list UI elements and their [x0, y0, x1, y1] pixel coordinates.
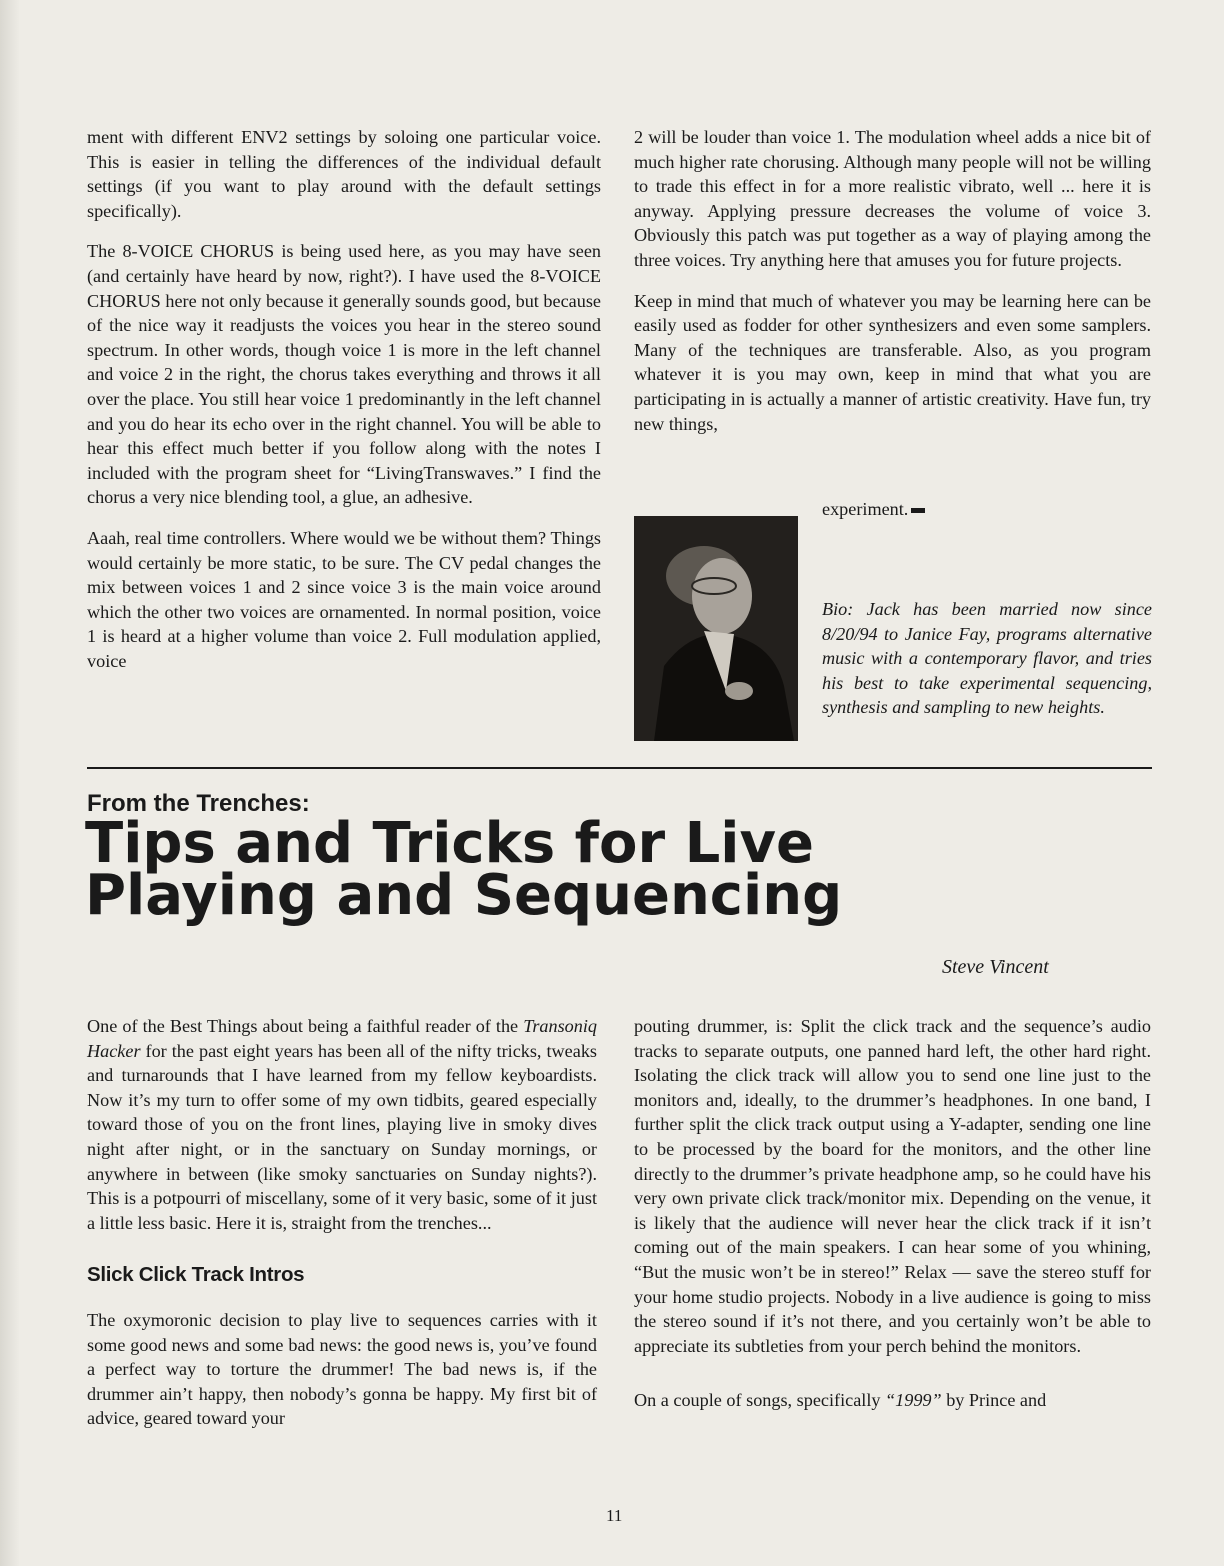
paragraph	[634, 1388, 1151, 1413]
paragraph: The 8-VOICE CHORUS is being used here, as you may have seen (and certainly have heard by now, right?). I have used the 8-VOICE CHORUS here not only because it generally sounds good, but because of the nice way it readjusts the voices you hear in the stereo sound spectrum. In other words, though voice 1 is more in the left channel and voice 2 in the right, the chorus takes everything and throws it all over the place. You still hear voice 1 predominantly in the left channel and you do hear its echo over in the right channel. You will be able to hear this effect much better if you follow along with the notes I included with the program sheet for “LivingTranswaves.” I find the chorus a very nice blending tool, a glue, an adhesive.	[87, 241, 601, 508]
text-run: for the past eight years has been all of the nifty tricks, tweaks and turnarounds that I have learned from my fellow keyboardists. Now it’s my turn to offer some of my own tidbits, geared especially toward those of you on the front lines, playing live in smoky dives night after night, or in the sanctuary on Sunday mornings, or anywhere in between (like smoky sanctuaries on Sunday nights?). This is a potpourri of miscellany, some of it very basic, some of it just a little less basic. Here it is, straight from the trenches...	[87, 1040, 597, 1233]
song-title: “1999”	[885, 1390, 942, 1411]
article-title	[85, 811, 1165, 928]
page-edge-shadow	[0, 0, 20, 1566]
paragraph	[87, 1014, 597, 1235]
closing-line	[822, 499, 925, 520]
text-run: One of the Best Things about being a faithful reader of the	[87, 1016, 524, 1036]
title-line: Playing and Sequencing	[85, 863, 843, 928]
paragraph: The oxymoronic decision to play live to sequences carries with it some good news and some bad news: the good news is, you’ve found a perfect way to torture the drummer! The bad news is, if the drummer ain’t happy, then nobody’s gonna be happy. My first bit of advice, geared toward your	[87, 1309, 597, 1429]
section-subhead: Slick Click Track Intros	[87, 1263, 305, 1287]
publication-title: Transoniq Hacker	[87, 1016, 597, 1061]
author-bio: Bio: Jack has been married now since 8/20/94 to Janice Fay, programs alternative music with a contemporary flavor, and tries his best to take experimental sequencing, synthesis and sampling to new heights.	[822, 599, 1152, 718]
article-left-column	[87, 1014, 597, 1447]
paragraph: Keep in mind that much of whatever you may be learning here can be easily used as fodder for other synthesizers and even some samplers. Many of the techniques are transferable. Also, as you program whatever it is you may own, keep in mind that what you are participating in is actually a manner of artistic creativity. Have fun, try new things,	[634, 290, 1151, 434]
text-run: On a couple of songs, specifically	[634, 1390, 886, 1411]
closing-word: experiment.	[822, 499, 909, 519]
paragraph: pouting drummer, is: Split the click track and the sequence’s audio tracks to separate outputs, one panned hard left, the other hard right. Isolating the click track will allow you to send one line just to the monitors and, ideally, to the drummer’s headphones. In one band, I further split the click track output using a Y-adapter, sending one line to be processed by the board for the monitors, and the other line directly to the drummer’s private headphone amp, so he could have his very own private click track/monitor mix. Depending on the venue, it is likely that the audience will never hear the click track if it isn’t coming out of the main speakers. I can hear some of you whining, “But the music won’t be in stereo!” Relax — save the stereo stuff for your home studio projects. Nobody in a live audience is going to miss the stereo sound if it’s not there, and you certainly won’t be able to appreciate its subtleties from your perch behind the monitors.	[634, 1016, 1151, 1356]
upper-left-column	[87, 125, 601, 689]
paragraph: Aaah, real time controllers. Where would we be without them? Things would certainly be more static, to be sure. The CV pedal changes the mix between voices 1 and 2 since voice 3 is the main voice around which the other two voices are ornamented. In normal position, voice 1 is heard at a higher volume than voice 2. Full modulation applied, voice	[87, 527, 601, 671]
title-line: Tips and Tricks for Live	[85, 811, 814, 876]
page-number: 11	[606, 1506, 623, 1525]
text-run: by Prince and	[941, 1390, 1047, 1411]
paragraph: ment with different ENV2 settings by soloing one particular voice. This is easier in telling the differences of the individual default settings (if you want to play around with the default settings specifically).	[87, 127, 601, 221]
author-photo-illustration	[634, 516, 798, 741]
byline: Steve Vincent	[942, 956, 1049, 978]
author-photo	[634, 516, 798, 741]
article-right-column	[634, 1014, 1151, 1429]
article-kicker: From the Trenches:	[87, 790, 310, 817]
upper-right-column	[634, 125, 1151, 452]
paragraph: 2 will be louder than voice 1. The modulation wheel adds a nice bit of much higher rate chorusing. Although many people will not be willing to trade this effect in for a more realistic vibrato, well ... here it is anyway. Applying pressure decreases the volume of voice 3. Obviously this patch was put together as a way of playing among the three voices. Try anything here that amuses you for future projects.	[634, 127, 1151, 270]
end-of-article-mark	[911, 508, 925, 513]
section-divider	[87, 767, 1152, 769]
